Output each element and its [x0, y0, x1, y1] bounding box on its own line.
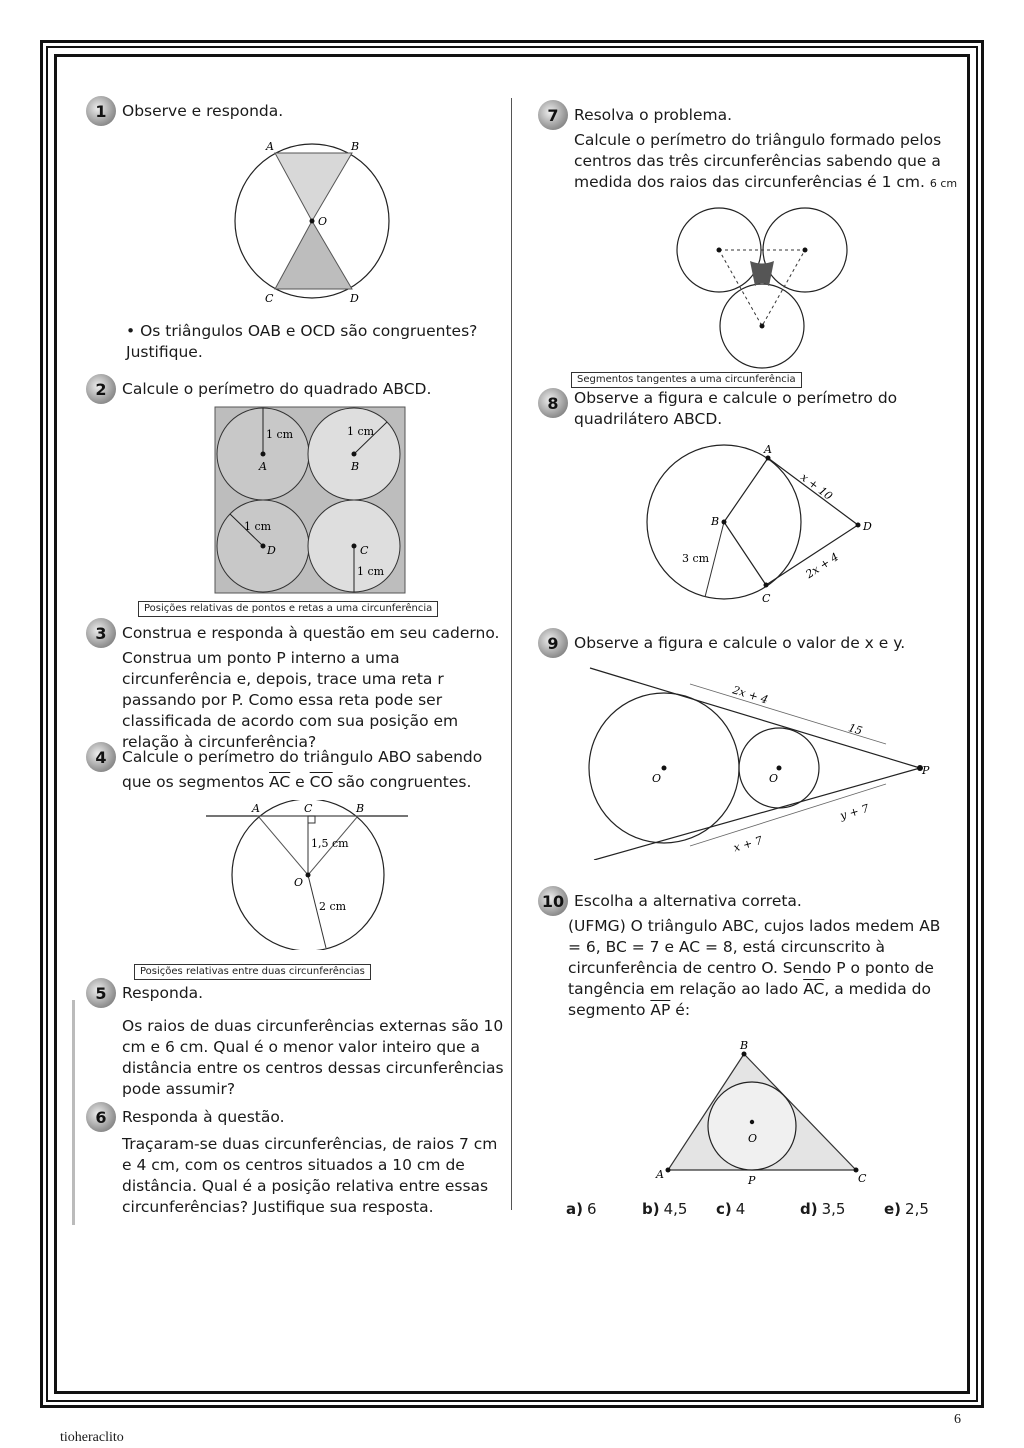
label-b: B	[711, 515, 720, 528]
question-5	[86, 978, 506, 1100]
alternative-a[interactable]: a) 6	[566, 1200, 597, 1218]
alternative-c[interactable]: c) 4	[716, 1200, 746, 1218]
segment-ac: $\overline{AC}$	[803, 980, 825, 998]
question-number-badge: 4	[86, 742, 116, 772]
segment-ap: $\overline{AP}$	[650, 1001, 671, 1019]
margin-strip	[72, 1000, 75, 1225]
question-text: Calcule o perímetro do triângulo formado pelos centros das três circunferências sabendo que a medida dos raios das circunferências é 1 cm. 6 cm	[574, 131, 958, 191]
label-o: O	[769, 772, 779, 785]
question-text: Os raios de duas circunferências externas são 10 cm e 6 cm. Qual é o menor valor inteiro que a distância entre os centros dessas circunferências pode assumir?	[122, 1017, 504, 1098]
bullet-text: Os triângulos OAB e OCD são congruentes? Justifique.	[126, 322, 478, 361]
label-a: A	[259, 460, 267, 473]
length-label: x + 7	[732, 833, 764, 855]
question-text: (UFMG) O triângulo ABC, cujos lados medem AB = 6, BC = 7 e AC = 8, está circunscrito à circunferência de centro O. Sendo P o ponto de tangência em relação ao lado $\overline{AC}$, a medida do segmento $\overline{AP}$ é:	[568, 917, 941, 1019]
label-a: A	[656, 1168, 664, 1181]
answer-note: 6 cm	[929, 177, 958, 190]
label-b: B	[356, 802, 365, 815]
question-number-badge: 2	[86, 374, 116, 404]
radius-label: 3 cm	[682, 552, 710, 565]
question-number-badge: 7	[538, 100, 568, 130]
alternative-e[interactable]: e) 2,5	[884, 1200, 929, 1218]
question-10	[538, 886, 958, 1021]
question-number-badge: 8	[538, 388, 568, 418]
label-p: P	[922, 764, 930, 777]
section-tag: Segmentos tangentes a uma circunferência	[571, 372, 802, 388]
triangle-ocd	[275, 221, 352, 289]
height-label: 1,5 cm	[311, 837, 349, 850]
side-label-ad: x + 10	[798, 470, 835, 503]
bullet-icon: •	[126, 322, 141, 340]
label-c: C	[360, 544, 369, 557]
question-number-badge: 10	[538, 886, 568, 916]
length-label: y + 7	[838, 801, 871, 823]
figure-inscribed-circle	[652, 1038, 878, 1190]
question-2	[86, 374, 506, 404]
label-a: A	[266, 140, 274, 153]
question-title: Calcule o perímetro do triângulo ABO sabendo	[122, 747, 483, 766]
figure-square-circles	[214, 406, 406, 594]
label-o: O	[748, 1132, 758, 1145]
question-number-badge: 1	[86, 96, 116, 126]
label-o: O	[318, 215, 328, 228]
side-label-cd: 2x + 4	[803, 550, 842, 581]
radius-label: 1 cm	[266, 428, 294, 441]
label-a: A	[252, 802, 260, 815]
label-b: B	[351, 140, 360, 153]
label-d: D	[863, 520, 872, 533]
radius-label: 2 cm	[319, 900, 347, 913]
question-title: Escolha a alternativa correta.	[574, 891, 802, 910]
alternative-b[interactable]: b) 4,5	[642, 1200, 688, 1218]
label-b: B	[351, 460, 360, 473]
question-8	[538, 388, 958, 430]
question-1	[86, 96, 506, 126]
figure-circle-triangles	[228, 136, 398, 306]
label-d: D	[350, 292, 359, 305]
question-6	[86, 1102, 506, 1218]
question-text: que os segmentos $\overline{AC}$ e $\overline{CO}$ são congruentes.	[122, 773, 472, 791]
label-b: B	[740, 1039, 749, 1052]
figure-three-circles	[676, 206, 850, 372]
question-4	[86, 742, 506, 793]
length-label: 15	[846, 721, 864, 738]
question-title: Observe e responda.	[122, 101, 284, 120]
label-d: D	[267, 544, 276, 557]
alternatives	[566, 1200, 944, 1218]
figure-tangent-line	[206, 800, 410, 950]
question-number-badge: 9	[538, 628, 568, 658]
radius-label: 1 cm	[357, 565, 385, 578]
column-divider	[511, 98, 512, 1210]
question-title: Responda à questão.	[122, 1107, 285, 1126]
question-title: Observe a figura e calcule o valor de x e y.	[574, 633, 906, 652]
question-number-badge: 5	[86, 978, 116, 1008]
label-c: C	[265, 292, 274, 305]
figure-quadrilateral	[646, 442, 882, 608]
radius-label: 1 cm	[244, 520, 272, 533]
section-tag: Posições relativas entre duas circunferências	[134, 964, 371, 980]
label-o: O	[652, 772, 662, 785]
page-number: 6	[954, 1412, 961, 1427]
section-tag: Posições relativas de pontos e retas a uma circunferência	[138, 601, 438, 617]
question-1-bullet	[126, 321, 506, 363]
label-c: C	[762, 592, 771, 605]
length-label: 2x + 4	[730, 683, 770, 707]
author-name: tioheraclito	[60, 1430, 124, 1445]
question-9	[538, 628, 958, 658]
label-c: C	[858, 1172, 867, 1185]
question-number-badge: 6	[86, 1102, 116, 1132]
figure-tangent-circles	[586, 664, 930, 860]
question-text: Traçaram-se duas circunferências, de raios 7 cm e 4 cm, com os centros situados a 10 cm de distância. Qual é a posição relativa entre essas circunferências? Justifique sua resposta.	[122, 1135, 498, 1216]
question-title: Responda.	[122, 983, 204, 1002]
label-c: C	[304, 802, 313, 815]
label-a: A	[764, 443, 772, 456]
question-title: Observe a figura e calcule o perímetro do quadrilátero ABCD.	[574, 389, 898, 428]
question-number-badge: 3	[86, 618, 116, 648]
question-3	[86, 618, 506, 753]
label-p: P	[748, 1174, 756, 1187]
question-title: Resolva o problema.	[574, 105, 733, 124]
label-o: O	[294, 876, 304, 889]
question-text: Construa um ponto P interno a uma circunferência e, depois, trace uma reta r passando por P. Como essa reta pode ser classificada de acordo com sua posição em relação à circunferência?	[122, 649, 459, 751]
radius-label: 1 cm	[347, 425, 375, 438]
question-title: Construa e responda à questão em seu caderno.	[122, 623, 500, 642]
question-title: Calcule o perímetro do quadrado ABCD.	[122, 379, 432, 398]
segment-ac: $\overline{AC}$	[269, 773, 291, 791]
triangle-oab	[275, 153, 352, 221]
alternative-d[interactable]: d) 3,5	[800, 1200, 846, 1218]
segment-co: $\overline{CO}$	[309, 773, 333, 791]
question-7	[538, 100, 958, 194]
